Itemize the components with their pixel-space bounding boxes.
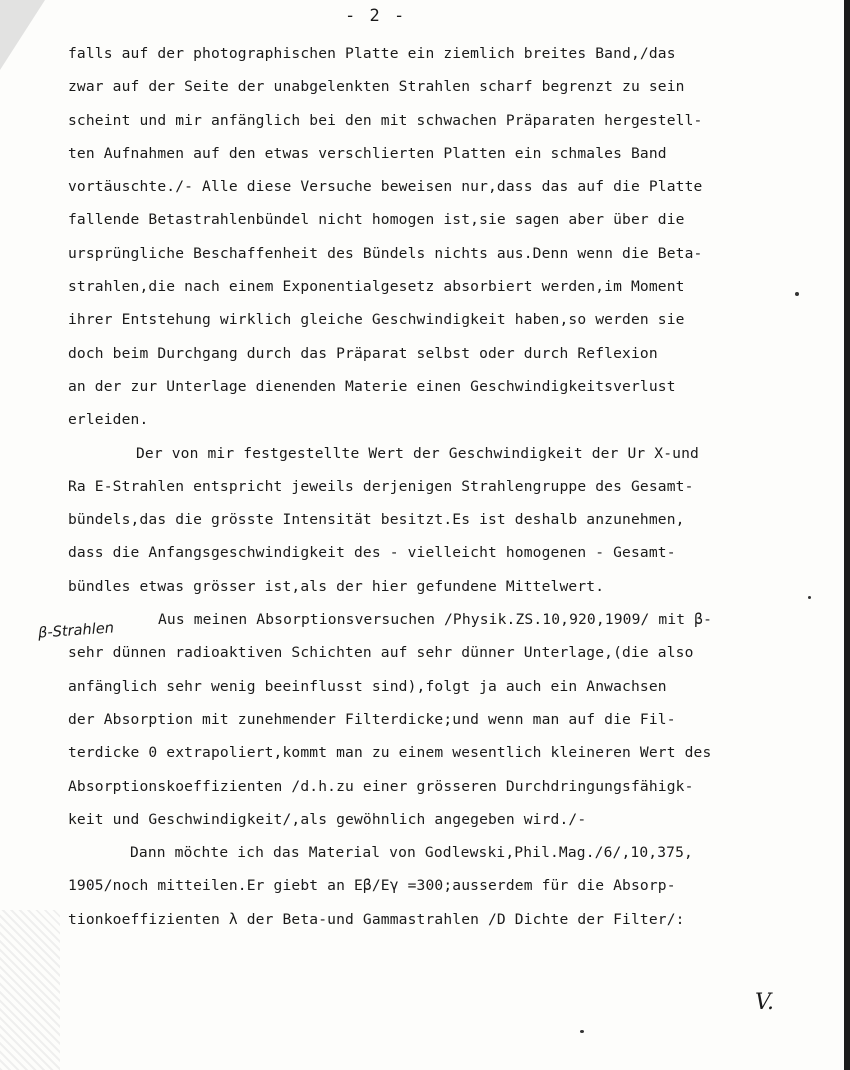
text-line: dass die Anfangsgeschwindigkeit des - vielleicht homogenen - Gesamt- — [68, 544, 676, 562]
signature-initial: V. — [755, 990, 775, 1015]
text-line: bündels,das die grösste Intensität besitzt.Es ist deshalb anzunehmen, — [68, 511, 685, 529]
scan-edge-shadow — [0, 910, 60, 1070]
scan-corner-shadow — [0, 0, 45, 70]
text-line: bündles etwas grösser ist,als der hier gefundene Mittelwert. — [68, 577, 605, 595]
text-line: terdicke 0 extrapoliert,kommt man zu einem wesentlich kleineren Wert des — [68, 744, 712, 762]
page-number: - 2 - — [345, 6, 407, 26]
scan-speck — [795, 292, 799, 296]
body-text — [68, 37, 788, 936]
text-line: Absorptionskoeffizienten /d.h.zu einer grösseren Durchdringungsfähigk- — [68, 777, 694, 795]
text-line: Dann möchte ich das Material von Godlewski,Phil.Mag./6/,10,375, — [130, 844, 693, 862]
text-line: der Absorption mit zunehmender Filterdicke;und wenn man auf die Fil- — [68, 710, 676, 728]
text-line: 1905/noch mitteilen.Er giebt an Eβ/Eγ =300;ausserdem für die Absorp- — [68, 877, 676, 895]
text-line: strahlen,die nach einem Exponentialgesetz absorbiert werden,im Moment — [68, 278, 685, 296]
text-line: sehr dünnen radioaktiven Schichten auf sehr dünner Unterlage,(die also — [68, 644, 694, 662]
text-line: scheint und mir anfänglich bei den mit schwachen Präparaten hergestell- — [68, 111, 703, 129]
text-line: tionkoeffizienten λ der Beta-und Gammastrahlen /D Dichte der Filter/: — [68, 910, 685, 928]
text-line: Der von mir festgestellte Wert der Geschwindigkeit der Ur X-und — [136, 444, 699, 462]
text-line: falls auf der photographischen Platte ein ziemlich breites Band,/das — [68, 45, 676, 62]
text-line: ursprüngliche Beschaffenheit des Bündels nichts aus.Denn wenn die Beta- — [68, 244, 703, 262]
margin-note: β-Strahlen — [37, 619, 115, 642]
text-line: erleiden. — [68, 411, 149, 429]
text-line: Ra E-Strahlen entspricht jeweils derjenigen Strahlengruppe des Gesamt- — [68, 477, 694, 495]
scan-speck — [580, 1030, 584, 1033]
text-line: anfänglich sehr wenig beeinflusst sind),folgt ja auch ein Anwachsen — [68, 677, 667, 695]
text-line: an der zur Unterlage dienenden Materie einen Geschwindigkeitsverlust — [68, 377, 676, 395]
text-line: doch beim Durchgang durch das Präparat selbst oder durch Reflexion — [68, 344, 658, 362]
text-line: fallende Betastrahlenbündel nicht homogen ist,sie sagen aber über die — [68, 211, 685, 229]
text-line: ihrer Entstehung wirklich gleiche Geschwindigkeit haben,so werden sie — [68, 311, 685, 329]
scan-speck — [808, 596, 811, 599]
text-line: keit und Geschwindigkeit/,als gewöhnlich angegeben wird./- — [68, 810, 587, 828]
text-line: Aus meinen Absorptionsversuchen /Physik.ZS.10,920,1909/ mit β- — [158, 611, 713, 629]
text-line: zwar auf der Seite der unabgelenkten Strahlen scharf begrenzt zu sein — [68, 78, 685, 96]
text-line: vortäuschte./- Alle diese Versuche beweisen nur,dass das auf die Platte — [68, 178, 703, 196]
text-line: ten Aufnahmen auf den etwas verschlierten Platten ein schmales Band — [68, 144, 667, 162]
